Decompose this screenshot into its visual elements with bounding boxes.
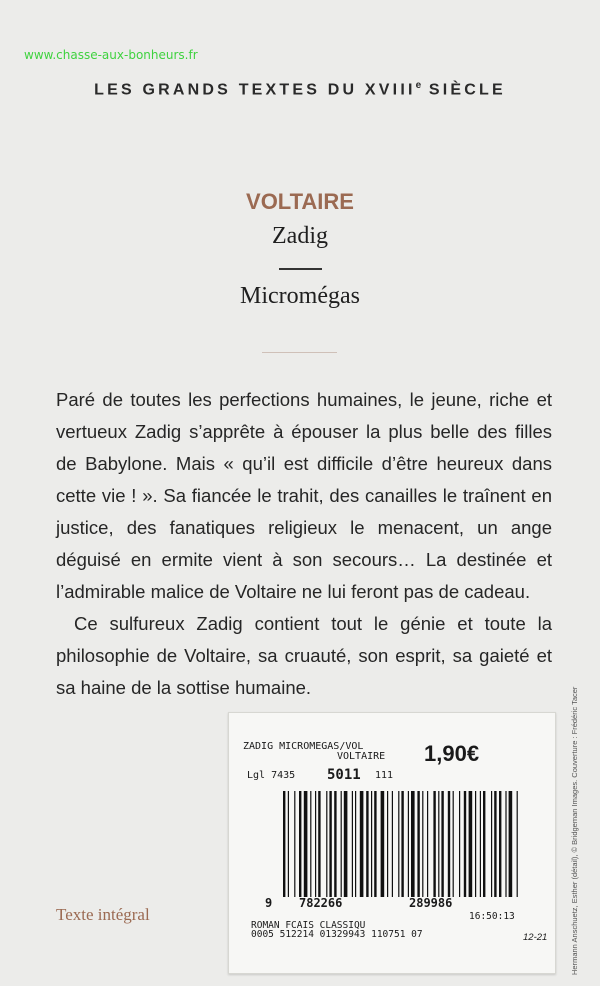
series-heading (0, 80, 600, 99)
barcode-bar (374, 791, 376, 897)
barcode-bar (288, 791, 289, 897)
barcode-bar (329, 791, 331, 897)
barcode-bar (294, 791, 295, 897)
barcode-bar (422, 791, 423, 897)
barcode (281, 791, 519, 897)
barcode-bar (371, 791, 372, 897)
series-suffix: SIÈCLE (421, 81, 506, 99)
barcode-bar (433, 791, 435, 897)
barcode-bar (464, 791, 466, 897)
sticker-ids: 0005 512214 01329943 110751 07 (251, 929, 423, 940)
barcode-bar (334, 791, 336, 897)
barcode-bar (310, 791, 311, 897)
sticker-category: ROMAN FCAIS CLASSIQU (251, 920, 366, 931)
barcode-bar (392, 791, 393, 897)
barcode-bar (509, 791, 513, 897)
blurb-paragraph-2: Ce sulfureux Zadig contient tout le génie et toute la philosophie de Voltaire, sa cruauté, son esprit, sa gaieté et sa haine de la sottise humaine. (56, 613, 552, 698)
barcode-digit-prefix: 9 (265, 896, 273, 910)
barcode-bar (411, 791, 415, 897)
book-title-zadig: Zadig (272, 223, 328, 249)
series-superscript: e (415, 80, 422, 91)
sticker-code-suffix: 111 (375, 770, 394, 781)
barcode-bar (417, 791, 419, 897)
sticker-date: 12-21 (523, 932, 548, 943)
barcode-bar (299, 791, 301, 897)
back-cover-blurb (56, 384, 552, 704)
barcode-bar (459, 791, 460, 897)
barcode-bar (315, 791, 316, 897)
barcode-bar (427, 791, 428, 897)
series-text: LES GRANDS TEXTES DU XVIII (94, 81, 416, 99)
sticker-ref: Lgl 7435 (247, 770, 296, 781)
book-title-micromegas: Micromégas (240, 283, 360, 309)
author-name: VOLTAIRE (246, 189, 354, 214)
barcode-bar (453, 791, 454, 897)
price-sticker (228, 712, 556, 974)
sticker-title-line2: VOLTAIRE (337, 751, 386, 762)
barcode-bar (326, 791, 327, 897)
barcode-bar (283, 791, 285, 897)
barcode-bar (318, 791, 320, 897)
barcode-bar (408, 791, 409, 897)
barcode-bar (360, 791, 364, 897)
barcode-bar (352, 791, 353, 897)
barcode-bar (401, 791, 403, 897)
barcode-bar (483, 791, 485, 897)
watermark-url: www.chasse-aux-bonheurs.fr (24, 48, 198, 62)
barcode-bar (304, 791, 308, 897)
cover-credits: Hermann Anschuetz, Esther (détail), © Bridgeman Images. Couverture : Frédéric Tacer (570, 686, 579, 975)
barcode-digits-end: 289986 (409, 896, 453, 910)
texte-integral-label: Texte intégral (56, 905, 150, 924)
barcode-bar (387, 791, 388, 897)
barcode-bar (494, 791, 496, 897)
barcode-bar (438, 791, 439, 897)
barcode-bar (381, 791, 385, 897)
barcode-bar (469, 791, 473, 897)
barcode-bar (491, 791, 492, 897)
barcode-bar (344, 791, 348, 897)
barcode-digits-mid: 782266 (299, 896, 343, 910)
barcode-bar (499, 791, 501, 897)
sticker-time: 16:50:13 (469, 911, 515, 922)
barcode-bar (448, 791, 450, 897)
section-divider (262, 352, 337, 353)
barcode-bar (355, 791, 356, 897)
barcode-bar (480, 791, 481, 897)
sticker-code: 5011 (327, 767, 361, 783)
barcode-bar (366, 791, 368, 897)
barcode-bar (517, 791, 518, 897)
title-divider (279, 268, 322, 270)
sticker-price: 1,90€ (424, 741, 480, 766)
sticker-title-line1: ZADIG MICROMEGAS/VOL (243, 741, 364, 752)
barcode-bar (341, 791, 342, 897)
blurb-paragraph-1: Paré de toutes les perfections humaines, le jeune, riche et vertueux Zadig s’apprête à épouser la plus belle des filles de Babylone. Mais « qu’il est difficile d’être heureux dans cette vie ! ». Sa fiancée le trahit, des canailles le traînent en justice, des fanatiques religieux le menacent, un ange déguisé en ermite vient à son secours… La destinée et l’admirable malice de Voltaire ne lui feront pas de cadeau. (56, 389, 552, 602)
barcode-bar (475, 791, 476, 897)
barcode-bar (398, 791, 399, 897)
barcode-bar (441, 791, 443, 897)
barcode-bar (505, 791, 506, 897)
